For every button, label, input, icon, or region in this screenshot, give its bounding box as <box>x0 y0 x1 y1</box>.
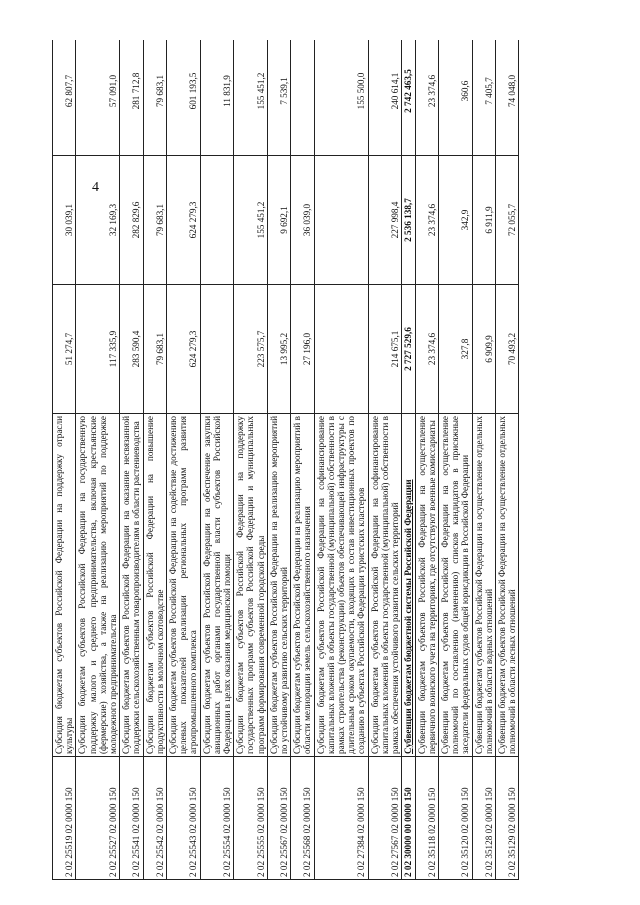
name-cell: Субсидии бюджетам субъектов Российской Федерации на обеспечение закупки авиационных работ органами государственной власти субъектов Российской Федерации в целях оказания медицинской помощи <box>200 414 234 757</box>
value-cell-1: 223 575,7 <box>234 285 268 414</box>
value-cell-2: 227 998,4 <box>368 156 402 285</box>
value-cell-3: 79 683,1 <box>143 40 166 156</box>
value-cell-2 <box>200 156 234 285</box>
value-cell-1: 27 196,0 <box>291 285 314 414</box>
table-row <box>472 40 495 880</box>
name-cell: Субсидии бюджетам субъектов Российской Федерации на поддержку государственных программ субъектов Российской Федерации и муниципальных программ формирования современной городской среды <box>234 414 268 757</box>
code-cell: 2 02 25542 02 0000 150 <box>143 757 166 880</box>
table-row <box>438 40 472 880</box>
table-row <box>267 40 290 880</box>
code-cell: 2 02 25568 02 0000 150 <box>291 757 314 880</box>
value-cell-3: 57 091,0 <box>76 40 120 156</box>
value-cell-1: 2 727 529,6 <box>402 285 415 414</box>
code-cell: 2 02 30000 00 0000 150 <box>402 757 415 880</box>
value-cell-2: 6 911,9 <box>472 156 495 285</box>
code-cell: 2 02 25541 02 0000 150 <box>120 757 143 880</box>
name-cell: Субсидии бюджетам субъектов Российской Федерации на оказание несвязанной поддержки сельскохозяйственным товаропроизводителям в области растениеводства <box>120 414 143 757</box>
value-cell-1: 283 590,4 <box>120 285 143 414</box>
code-cell: 2 02 25527 02 0000 150 <box>76 757 120 880</box>
table-row <box>402 40 415 880</box>
value-cell-2: 9 692,1 <box>267 156 290 285</box>
value-cell-3: 2 742 463,5 <box>402 40 415 156</box>
name-cell: Субсидия бюджетам субъектов Российской Федерации на поддержку отрасли культуры <box>53 414 76 757</box>
table-row <box>53 40 76 880</box>
value-cell-3: 281 712,8 <box>120 40 143 156</box>
code-cell: 2 02 35118 02 0000 150 <box>415 757 438 880</box>
value-cell-2: 342,9 <box>438 156 472 285</box>
value-cell-3: 360,6 <box>438 40 472 156</box>
code-cell: 2 02 25554 02 0000 150 <box>200 757 234 880</box>
value-cell-2: 282 829,6 <box>120 156 143 285</box>
code-cell: 2 02 27384 02 0000 150 <box>314 757 368 880</box>
value-cell-1: 214 675,1 <box>368 285 402 414</box>
table-row <box>120 40 143 880</box>
name-cell: Субсидии бюджетам субъектов Российской Федерации на реализацию мероприятий по устойчивому развитию сельских территорий <box>267 414 290 757</box>
table-row <box>368 40 402 880</box>
name-cell: Субвенции бюджетам субъектов Российской Федерации на осуществление отдельных полномочий в области водных отношений <box>472 414 495 757</box>
code-cell: 2 02 25543 02 0000 150 <box>167 757 201 880</box>
name-cell: Субвенции бюджетам бюджетной системы Российской Федерации <box>402 414 415 757</box>
value-cell-3: 7 405,7 <box>472 40 495 156</box>
code-cell: 2 02 35128 02 0000 150 <box>472 757 495 880</box>
value-cell-3 <box>291 40 314 156</box>
code-cell: 2 02 35120 02 0000 150 <box>438 757 472 880</box>
value-cell-2: 2 536 138,7 <box>402 156 415 285</box>
value-cell-2 <box>314 156 368 285</box>
table-row <box>234 40 268 880</box>
table-row <box>291 40 314 880</box>
value-cell-3: 155 500,0 <box>314 40 368 156</box>
table-row <box>415 40 438 880</box>
code-cell: 2 02 27567 02 0000 150 <box>368 757 402 880</box>
name-cell: Субвенции бюджетам субъектов Российской Федерации на осуществление полномочий по составлению (изменению) списков кандидатов в присяжные заседатели федеральных судов общей юрисдикции в Российской Федерации <box>438 414 472 757</box>
budget-table-body <box>53 40 519 880</box>
value-cell-1 <box>314 285 368 414</box>
value-cell-2: 79 683,1 <box>143 156 166 285</box>
table-row <box>76 40 120 880</box>
table-viewport <box>52 40 552 880</box>
name-cell: Субсидии бюджетам субъектов Российской Федерации на повышение продуктивности в молочном скотоводстве <box>143 414 166 757</box>
value-cell-1: 624 279,3 <box>167 285 201 414</box>
value-cell-2: 72 055,7 <box>495 156 518 285</box>
value-cell-2: 23 374,6 <box>415 156 438 285</box>
value-cell-3: 23 374,6 <box>415 40 438 156</box>
table-row <box>495 40 518 880</box>
code-cell: 2 02 25519 02 0000 150 <box>53 757 76 880</box>
value-cell-3: 155 451,2 <box>234 40 268 156</box>
name-cell: Субсидии бюджетам субъектов Российской Федерации на реализацию мероприятий в области мелиорации земель сельскохозяйственного назначения <box>291 414 314 757</box>
value-cell-3: 7 539,1 <box>267 40 290 156</box>
table-row <box>143 40 166 880</box>
name-cell: Субвенции бюджетам субъектов Российской Федерации на осуществление первичного воинского учета на территориях, где отсутствуют военные комиссариаты <box>415 414 438 757</box>
value-cell-2: 30 039,1 <box>53 156 76 285</box>
value-cell-1: 70 493,2 <box>495 285 518 414</box>
name-cell: Субвенции бюджетам субъектов Российской Федерации на осуществление отдельных полномочий в области лесных отношений <box>495 414 518 757</box>
value-cell-1: 79 683,1 <box>143 285 166 414</box>
name-cell: Субсидии бюджетам субъектов Российской Федерации на содействие достижению целевых показателей реализации региональных программ развития агропромышленного комплекса <box>167 414 201 757</box>
value-cell-2: 155 451,2 <box>234 156 268 285</box>
name-cell: Субсидии бюджетам субъектов Российской Федерации на софинансирование капитальных вложений в объекты государственной (муниципальной) собственности в рамках строительства (реконструкции) объектов обеспечивающей инфраструктуры с длительным сроком окупаемости, входящих в состав инвестиционных проектов по созданию в субъектах Российской Федерации туристских кластеров <box>314 414 368 757</box>
value-cell-2: 32 169,3 <box>76 156 120 285</box>
code-cell: 2 02 35129 02 0000 150 <box>495 757 518 880</box>
value-cell-1 <box>200 285 234 414</box>
value-cell-2: 624 279,3 <box>167 156 201 285</box>
value-cell-1: 23 374,6 <box>415 285 438 414</box>
code-cell: 2 02 25555 02 0000 150 <box>234 757 268 880</box>
table-row <box>314 40 368 880</box>
name-cell: Субсидии бюджетам субъектов Российской Федерации на софинансирование капитальных вложений в объекты государственной (муниципальной) собственности в рамках обеспечения устойчивого развития сельских территорий <box>368 414 402 757</box>
rotated-page <box>52 40 552 880</box>
value-cell-1: 51 274,7 <box>53 285 76 414</box>
table-row <box>167 40 201 880</box>
value-cell-1: 13 995,2 <box>267 285 290 414</box>
value-cell-1: 327,8 <box>438 285 472 414</box>
name-cell: Субсидии бюджетам субъектов Российской Федерации на государственную поддержку малого и среднего предпринимательства, включая крестьянские (фермерские) хозяйства, а также на реализацию мероприятий по поддержке молодежного предпринимательства <box>76 414 120 757</box>
value-cell-2: 36 039,0 <box>291 156 314 285</box>
value-cell-3: 74 048,0 <box>495 40 518 156</box>
value-cell-1: 6 909,9 <box>472 285 495 414</box>
table-row <box>200 40 234 880</box>
page-number: 4 <box>92 180 99 195</box>
budget-table <box>52 40 519 880</box>
value-cell-3: 62 807,7 <box>53 40 76 156</box>
value-cell-3: 240 614,1 <box>368 40 402 156</box>
value-cell-1: 117 335,9 <box>76 285 120 414</box>
value-cell-3: 601 193,5 <box>167 40 201 156</box>
code-cell: 2 02 25567 02 0000 150 <box>267 757 290 880</box>
value-cell-3: 11 831,9 <box>200 40 234 156</box>
